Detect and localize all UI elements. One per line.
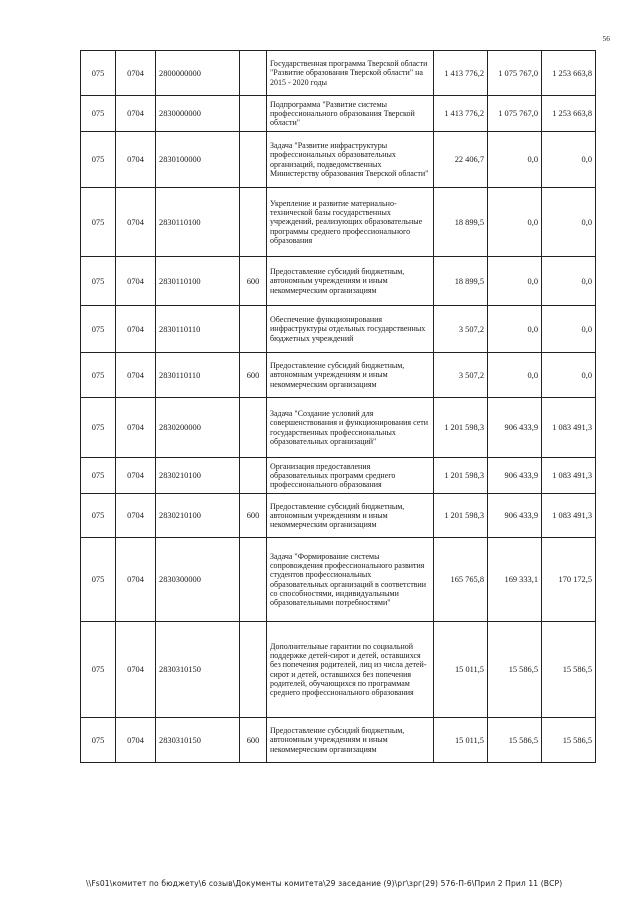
cell-target-code: 2830110110 <box>156 353 240 398</box>
cell-section-code: 0704 <box>116 494 156 538</box>
cell-item-name: Дополнительные гарантии по социальной поддержке детей-сирот и детей, оставшихся без попечения родителей, лиц из числа детей-сирот и детей, оставшихся без попечения родителей, обучающихся по программам среднего профессионального образования <box>267 622 434 718</box>
cell-section-code: 0704 <box>116 398 156 458</box>
cell-target-code: 2830210100 <box>156 458 240 494</box>
cell-item-name: Обеспечение функционирования инфраструктуры отдельных государственных бюджетных учреждений <box>267 306 434 353</box>
cell-target-code: 2830310150 <box>156 622 240 718</box>
cell-item-name: Организация предоставления образовательных программ среднего профессионального образования <box>267 458 434 494</box>
cell-amount-3: 1 253 663,8 <box>542 96 596 132</box>
cell-section-code: 0704 <box>116 188 156 257</box>
cell-amount-3: 1 253 663,8 <box>542 51 596 96</box>
cell-section-code: 0704 <box>116 458 156 494</box>
cell-target-code: 2830110100 <box>156 188 240 257</box>
cell-amount-3: 0,0 <box>542 257 596 306</box>
cell-expense-type <box>240 306 267 353</box>
cell-amount-1: 1 201 598,3 <box>434 398 488 458</box>
table-row <box>81 398 596 458</box>
cell-target-code: 2830200000 <box>156 398 240 458</box>
cell-amount-3: 15 586,5 <box>542 622 596 718</box>
cell-expense-type: 600 <box>240 494 267 538</box>
cell-amount-3: 0,0 <box>542 188 596 257</box>
cell-item-name: Предоставление субсидий бюджетным, автономным учреждениям и иным некоммерческим организациям <box>267 494 434 538</box>
cell-amount-3: 0,0 <box>542 132 596 188</box>
table-row <box>81 353 596 398</box>
cell-item-name: Задача "Формирование системы сопровождения профессионального развития студентов профессиональных образовательных организаций в соответствии со способностями, индивидуальными образовательными потребностями" <box>267 538 434 622</box>
cell-item-name: Укрепление и развитие материально-технической базы государственных учреждений, реализующих образовательные программы среднего профессионального образования <box>267 188 434 257</box>
cell-amount-2: 0,0 <box>488 257 542 306</box>
cell-admin-code: 075 <box>81 494 116 538</box>
cell-expense-type <box>240 132 267 188</box>
cell-admin-code: 075 <box>81 458 116 494</box>
cell-amount-2: 906 433,9 <box>488 398 542 458</box>
cell-item-name: Государственная программа Тверской области "Развитие образования Тверской области" на 2015 - 2020 годы <box>267 51 434 96</box>
cell-target-code: 2830210100 <box>156 494 240 538</box>
cell-target-code: 2830000000 <box>156 96 240 132</box>
cell-expense-type <box>240 458 267 494</box>
cell-amount-2: 0,0 <box>488 132 542 188</box>
cell-expense-type: 600 <box>240 353 267 398</box>
cell-admin-code: 075 <box>81 538 116 622</box>
cell-amount-3: 15 586,5 <box>542 718 596 763</box>
cell-amount-2: 15 586,5 <box>488 718 542 763</box>
cell-amount-2: 0,0 <box>488 188 542 257</box>
cell-section-code: 0704 <box>116 353 156 398</box>
cell-item-name: Предоставление субсидий бюджетным, автономным учреждениям и иным некоммерческим организациям <box>267 353 434 398</box>
cell-expense-type <box>240 538 267 622</box>
cell-expense-type <box>240 96 267 132</box>
cell-target-code: 2830110100 <box>156 257 240 306</box>
cell-amount-3: 1 083 491,3 <box>542 398 596 458</box>
cell-expense-type <box>240 51 267 96</box>
footer-file-path: \\Fs01\комитет по бюджету\6 созыв\Документы комитета\29 заседание (9)\рг\зрг(29) 576-П-6\Прил 2 Прил 11 (ВСР) <box>86 879 563 888</box>
cell-item-name: Задача "Создание условий для совершенствования и функционирования сети государственных профессиональных образовательных организаций" <box>267 398 434 458</box>
cell-amount-2: 1 075 767,0 <box>488 96 542 132</box>
cell-target-code: 2830110110 <box>156 306 240 353</box>
cell-admin-code: 075 <box>81 622 116 718</box>
budget-table <box>80 50 596 763</box>
cell-expense-type <box>240 622 267 718</box>
cell-amount-3: 1 083 491,3 <box>542 494 596 538</box>
cell-item-name: Задача "Развитие инфраструктуры профессиональных образовательных организаций, подведомственных Министерству образования Тверской области" <box>267 132 434 188</box>
cell-amount-1: 165 765,8 <box>434 538 488 622</box>
cell-section-code: 0704 <box>116 51 156 96</box>
cell-admin-code: 075 <box>81 132 116 188</box>
cell-item-name: Подпрограмма "Развитие системы профессионального образования Тверской области" <box>267 96 434 132</box>
cell-amount-3: 1 083 491,3 <box>542 458 596 494</box>
cell-admin-code: 075 <box>81 398 116 458</box>
cell-section-code: 0704 <box>116 257 156 306</box>
cell-section-code: 0704 <box>116 132 156 188</box>
cell-amount-3: 170 172,5 <box>542 538 596 622</box>
table-row <box>81 257 596 306</box>
cell-admin-code: 075 <box>81 257 116 306</box>
table-row <box>81 306 596 353</box>
table-row <box>81 494 596 538</box>
table-row <box>81 718 596 763</box>
cell-amount-1: 15 011,5 <box>434 718 488 763</box>
cell-expense-type: 600 <box>240 257 267 306</box>
cell-amount-2: 906 433,9 <box>488 458 542 494</box>
cell-section-code: 0704 <box>116 622 156 718</box>
cell-amount-2: 906 433,9 <box>488 494 542 538</box>
cell-amount-3: 0,0 <box>542 353 596 398</box>
cell-amount-1: 1 413 776,2 <box>434 96 488 132</box>
budget-table-body <box>81 51 596 763</box>
cell-admin-code: 075 <box>81 188 116 257</box>
cell-amount-1: 1 413 776,2 <box>434 51 488 96</box>
cell-amount-1: 3 507,2 <box>434 306 488 353</box>
cell-amount-2: 1 075 767,0 <box>488 51 542 96</box>
cell-section-code: 0704 <box>116 306 156 353</box>
cell-amount-1: 1 201 598,3 <box>434 494 488 538</box>
cell-amount-2: 0,0 <box>488 353 542 398</box>
table-row <box>81 622 596 718</box>
cell-amount-3: 0,0 <box>542 306 596 353</box>
cell-target-code: 2830100000 <box>156 132 240 188</box>
cell-admin-code: 075 <box>81 353 116 398</box>
table-row <box>81 51 596 96</box>
cell-item-name: Предоставление субсидий бюджетным, автономным учреждениям и иным некоммерческим организациям <box>267 257 434 306</box>
cell-target-code: 2830310150 <box>156 718 240 763</box>
cell-amount-1: 15 011,5 <box>434 622 488 718</box>
cell-amount-2: 169 333,1 <box>488 538 542 622</box>
cell-expense-type <box>240 188 267 257</box>
cell-amount-2: 15 586,5 <box>488 622 542 718</box>
cell-amount-1: 1 201 598,3 <box>434 458 488 494</box>
cell-target-code: 2830300000 <box>156 538 240 622</box>
table-row <box>81 132 596 188</box>
cell-amount-1: 22 406,7 <box>434 132 488 188</box>
cell-admin-code: 075 <box>81 306 116 353</box>
page-number: 56 <box>602 34 610 43</box>
cell-expense-type <box>240 398 267 458</box>
table-row <box>81 538 596 622</box>
cell-expense-type: 600 <box>240 718 267 763</box>
table-row <box>81 188 596 257</box>
cell-amount-1: 18 899,5 <box>434 257 488 306</box>
table-row <box>81 458 596 494</box>
cell-admin-code: 075 <box>81 718 116 763</box>
cell-amount-1: 3 507,2 <box>434 353 488 398</box>
table-row <box>81 96 596 132</box>
cell-section-code: 0704 <box>116 718 156 763</box>
cell-amount-2: 0,0 <box>488 306 542 353</box>
cell-admin-code: 075 <box>81 96 116 132</box>
cell-amount-1: 18 899,5 <box>434 188 488 257</box>
cell-item-name: Предоставление субсидий бюджетным, автономным учреждениям и иным некоммерческим организациям <box>267 718 434 763</box>
cell-section-code: 0704 <box>116 96 156 132</box>
cell-admin-code: 075 <box>81 51 116 96</box>
cell-target-code: 2800000000 <box>156 51 240 96</box>
cell-section-code: 0704 <box>116 538 156 622</box>
